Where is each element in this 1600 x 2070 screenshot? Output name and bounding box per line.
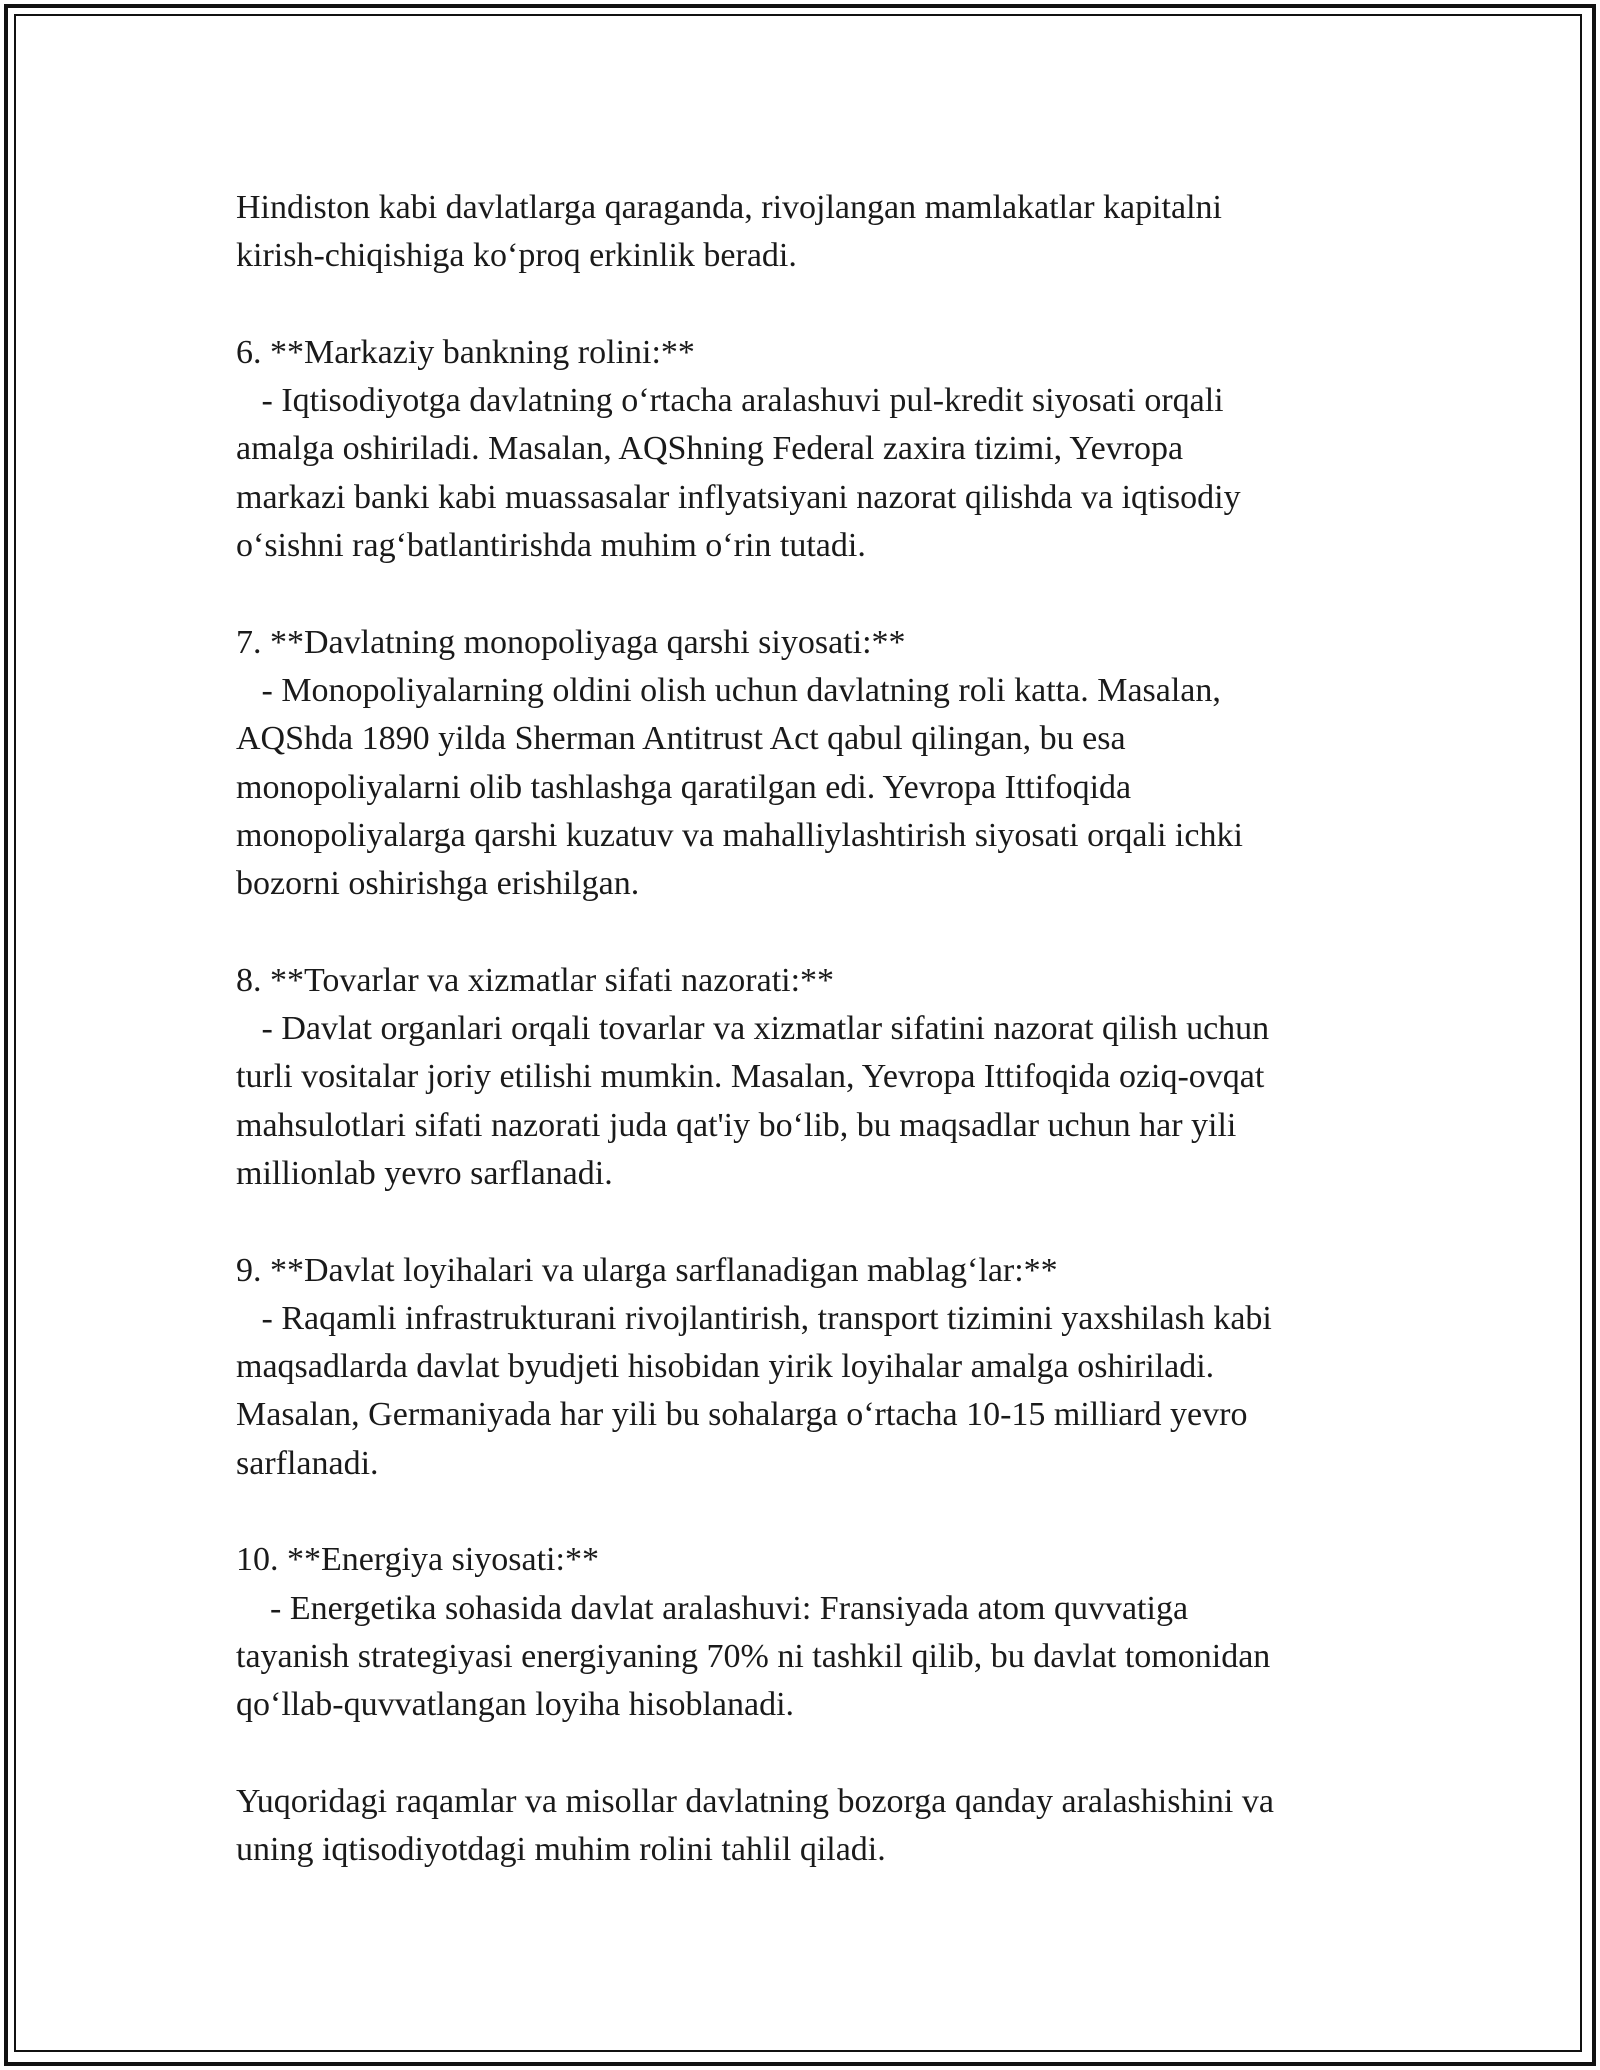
- section-line: Masalan, Germaniyada har yili bu sohalarga o‘rtacha 10-15 milliard yevro: [236, 1396, 1248, 1434]
- section-line: - Monopoliyalarning oldini olish uchun davlatning roli katta. Masalan,: [236, 671, 1221, 709]
- section-heading: 8. **Tovarlar va xizmatlar sifati nazorati:**: [236, 961, 835, 999]
- intro-paragraph: [236, 184, 1416, 281]
- section-line: mahsulotlari sifati nazorati juda qat'iy bo‘lib, bu maqsadlar uchun har yili: [236, 1106, 1237, 1144]
- section-7: [236, 619, 1416, 909]
- document-body: [236, 184, 1416, 1874]
- section-line: maqsadlarda davlat byudjeti hisobidan yirik loyihalar amalga oshiriladi.: [236, 1348, 1215, 1386]
- section-heading: 10. **Energiya siyosati:**: [236, 1541, 599, 1579]
- section-heading: 7. **Davlatning monopoliyaga qarshi siyosati:**: [236, 623, 906, 661]
- conclusion-paragraph: [236, 1778, 1416, 1875]
- section-line: sarflanadi.: [236, 1444, 379, 1482]
- section-8: [236, 957, 1416, 1198]
- section-line: o‘sishni rag‘batlantirishda muhim o‘rin tutadi.: [236, 527, 866, 565]
- section-line: - Davlat organlari orqali tovarlar va xizmatlar sifatini nazorat qilish uchun: [236, 1010, 1270, 1048]
- section-line: monopoliyalarni olib tashlashga qaratilgan edi. Yevropa Ittifoqida: [236, 768, 1132, 806]
- conclusion-line: uning iqtisodiyotdagi muhim rolini tahlil qiladi.: [236, 1831, 886, 1869]
- conclusion-line: Yuqoridagi raqamlar va misollar davlatning bozorga qanday aralashishini va: [236, 1782, 1274, 1820]
- intro-line: Hindiston kabi davlatlarga qaraganda, rivojlangan mamlakatlar kapitalni: [236, 189, 1222, 226]
- section-line: - Raqamli infrastrukturani rivojlantirish, transport tizimini yaxshilash kabi: [236, 1299, 1272, 1337]
- section-line: amalga oshiriladi. Masalan, AQShning Federal zaxira tizimi, Yevropa: [236, 430, 1184, 468]
- section-9: [236, 1247, 1416, 1488]
- section-line: turli vositalar joriy etilishi mumkin. Masalan, Yevropa Ittifoqida oziq-ovqat: [236, 1058, 1265, 1096]
- section-line: AQShda 1890 yilda Sherman Antitrust Act qabul qilingan, bu esa: [236, 720, 1126, 758]
- section-heading: 9. **Davlat loyihalari va ularga sarflanadigan mablag‘lar:**: [236, 1251, 1058, 1289]
- section-10: [236, 1536, 1416, 1729]
- section-line: qo‘llab-quvvatlangan loyiha hisoblanadi.: [236, 1686, 795, 1724]
- section-line: tayanish strategiyasi energiyaning 70% ni tashkil qilib, bu davlat tomonidan: [236, 1637, 1271, 1675]
- section-line: markazi banki kabi muassasalar inflyatsiyani nazorat qilishda va iqtisodiy: [236, 478, 1241, 516]
- section-line: bozorni oshirishga erishilgan.: [236, 865, 640, 903]
- intro-line: kirish-chiqishiga ko‘proq erkinlik beradi.: [236, 237, 797, 275]
- section-heading: 6. **Markaziy bankning rolini:**: [236, 333, 695, 371]
- section-6: [236, 329, 1416, 570]
- section-line: millionlab yevro sarflanadi.: [236, 1154, 613, 1192]
- section-line: - Energetika sohasida davlat aralashuvi: Fransiyada atom quvvatiga: [236, 1589, 1189, 1627]
- section-line: monopoliyalarga qarshi kuzatuv va mahalliylashtirish siyosati orqali ichki: [236, 816, 1243, 854]
- section-line: - Iqtisodiyotga davlatning o‘rtacha aralashuvi pul-kredit siyosati orqali: [236, 382, 1224, 420]
